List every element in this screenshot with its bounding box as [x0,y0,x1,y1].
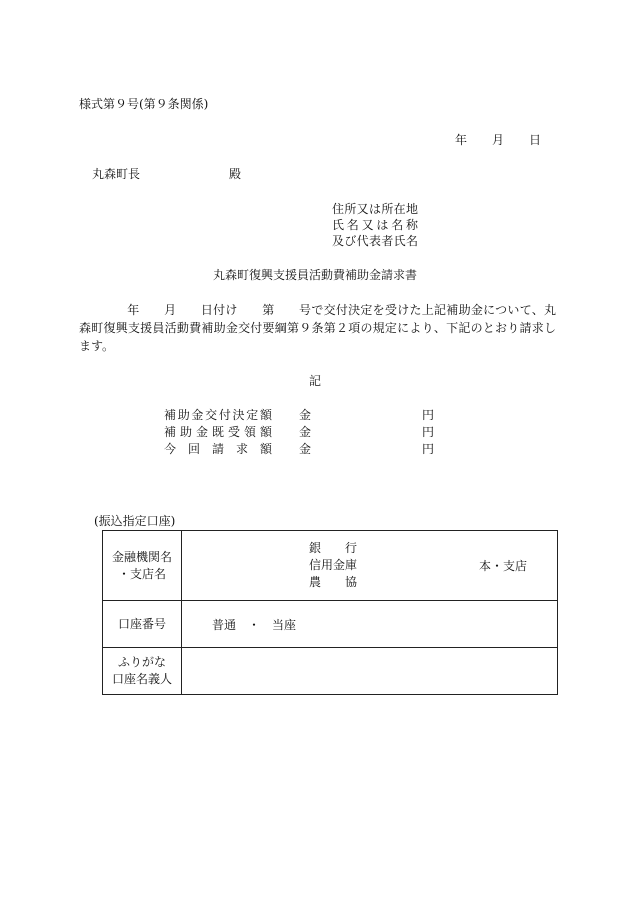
amount-yen: 円 [422,442,435,456]
date-year: 年 [455,133,468,147]
account-holder-label [103,648,182,695]
form-number: 様式第９号(第９条関係) [79,97,209,111]
account-number-field[interactable] [182,601,558,648]
addressee-honorific: 殿 [229,167,242,181]
bank-caption: (振込指定口座) [94,514,176,528]
institution-type-bank: 銀 行 [309,541,358,555]
sender-representative-label: 及び代表者氏名 [332,234,418,248]
amount-label: 今回請求額 [164,442,272,456]
date-day: 日 [529,133,542,147]
institution-type-credit: 信用金庫 [309,558,358,572]
institution-type-list [309,540,357,591]
sender-address-label: 住所又は所在地 [332,202,418,216]
sender-block [332,201,418,249]
addressee [92,166,242,182]
amount-kin: 金 [299,408,312,422]
holder-label-furigana: ふりがな [117,655,166,669]
institution-label-line1: 金融機関名 [111,549,172,564]
amount-yen: 円 [422,408,435,422]
date-line [455,132,541,148]
amount-label: 補助金交付決定額 [164,408,272,422]
body-paragraph: 年 月 日付け 第 号で交付決定を受けた上記補助金について、丸森町復興支援員活動費補助金交付要綱第９条第２項の規定により、下記のとおり請求します。 [79,303,556,353]
amount-kin: 金 [299,442,312,456]
holder-label-name: 口座名義人 [111,672,172,686]
bank-account-table [102,530,558,695]
institution-type-coop: 農 協 [309,575,358,589]
document-title: 丸森町復興支援員活動費補助金請求書 [212,268,417,282]
amount-yen: 円 [422,425,435,439]
institution-label [103,531,182,601]
ki-heading: 記 [308,374,321,388]
addressee-name: 丸森町長 [92,167,141,181]
date-month: 月 [492,133,505,147]
body-text [79,301,556,355]
account-number-label: 口座番号 [103,601,182,648]
branch-label: 本・支店 [479,559,528,573]
amount-label: 補助金既受領額 [164,425,272,439]
institution-label-line2: ・支店名 [117,566,166,581]
amount-kin: 金 [299,425,312,439]
institution-field[interactable] [182,531,558,601]
account-holder-field[interactable] [182,648,558,695]
account-type-options: 普通 ・ 当座 [212,618,297,632]
sender-name-label: 氏名又は名称 [332,218,418,232]
